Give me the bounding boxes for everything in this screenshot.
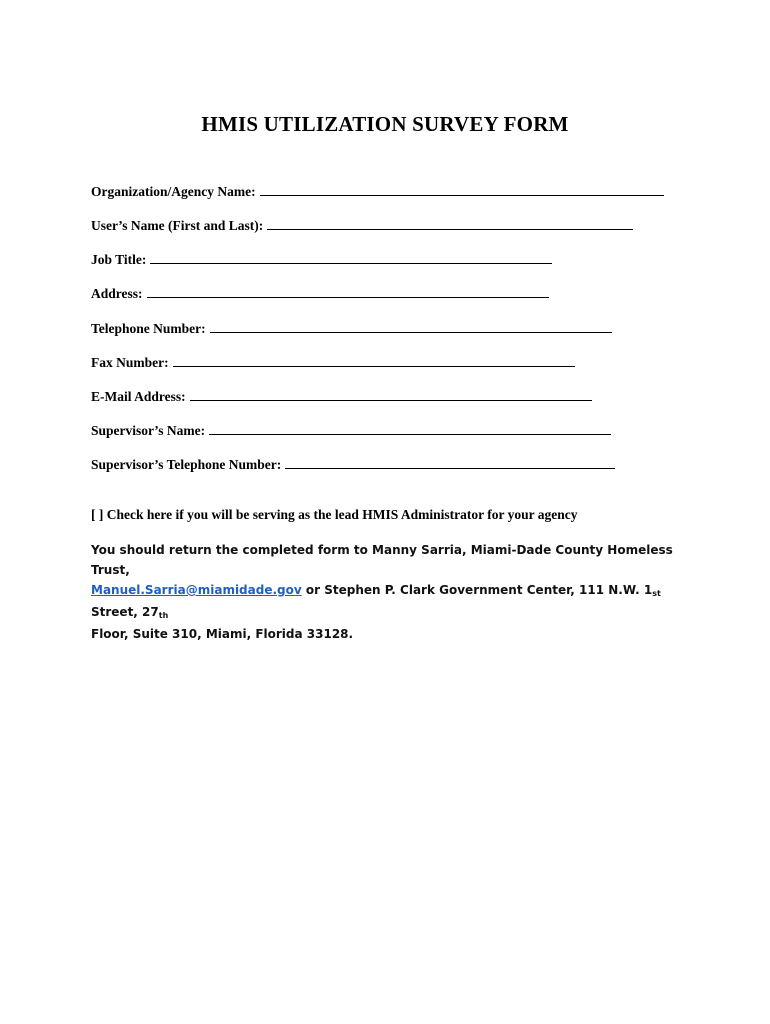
email-label: E-Mail Address:	[91, 389, 186, 404]
ordinal-th: th	[158, 611, 169, 620]
email-link[interactable]: Manuel.Sarria@miamidade.gov	[91, 583, 302, 597]
fax-blank[interactable]	[173, 353, 575, 367]
email-field	[91, 387, 592, 406]
supervisor-name-field	[91, 421, 611, 440]
ordinal-st: st	[652, 589, 661, 598]
job-title-label: Job Title:	[91, 252, 147, 267]
return-line-3: Floor, Suite 310, Miami, Florida 33128.	[91, 627, 354, 641]
lead-admin-checkbox-line[interactable]: [ ] Check here if you will be serving as the lead HMIS Administrator for your agency	[91, 507, 578, 522]
telephone-blank[interactable]	[210, 319, 612, 333]
telephone-label: Telephone Number:	[91, 321, 206, 336]
address-field	[91, 284, 549, 303]
address-label: Address:	[91, 286, 143, 301]
return-line-2	[91, 580, 691, 624]
organization-name-field	[91, 182, 664, 201]
supervisor-telephone-label: Supervisor’s Telephone Number:	[91, 457, 282, 472]
return-line-1: You should return the completed form to Manny Sarria, Miami-Dade County Homeless Trust,	[91, 543, 673, 577]
supervisor-telephone-blank[interactable]	[285, 455, 615, 469]
job-title-field	[91, 250, 552, 269]
job-title-blank[interactable]	[150, 250, 552, 264]
user-name-field	[91, 216, 633, 235]
fax-field	[91, 353, 575, 372]
email-blank[interactable]	[190, 387, 592, 401]
user-name-blank[interactable]	[267, 216, 633, 230]
supervisor-name-blank[interactable]	[209, 421, 611, 435]
return-line-2b: Street, 27	[91, 605, 159, 619]
supervisor-name-label: Supervisor’s Name:	[91, 423, 206, 438]
return-line-2a: or Stephen P. Clark Government Center, 111 N.W. 1	[301, 583, 653, 597]
return-instructions	[91, 540, 691, 644]
address-blank[interactable]	[147, 284, 549, 298]
fax-label: Fax Number:	[91, 355, 169, 370]
form-title: HMIS UTILIZATION SURVEY FORM	[201, 112, 569, 136]
organization-name-label: Organization/Agency Name:	[91, 184, 256, 199]
telephone-field	[91, 319, 612, 338]
organization-name-blank[interactable]	[260, 182, 664, 196]
supervisor-telephone-field	[91, 455, 615, 474]
user-name-label: User’s Name (First and Last):	[91, 218, 264, 233]
